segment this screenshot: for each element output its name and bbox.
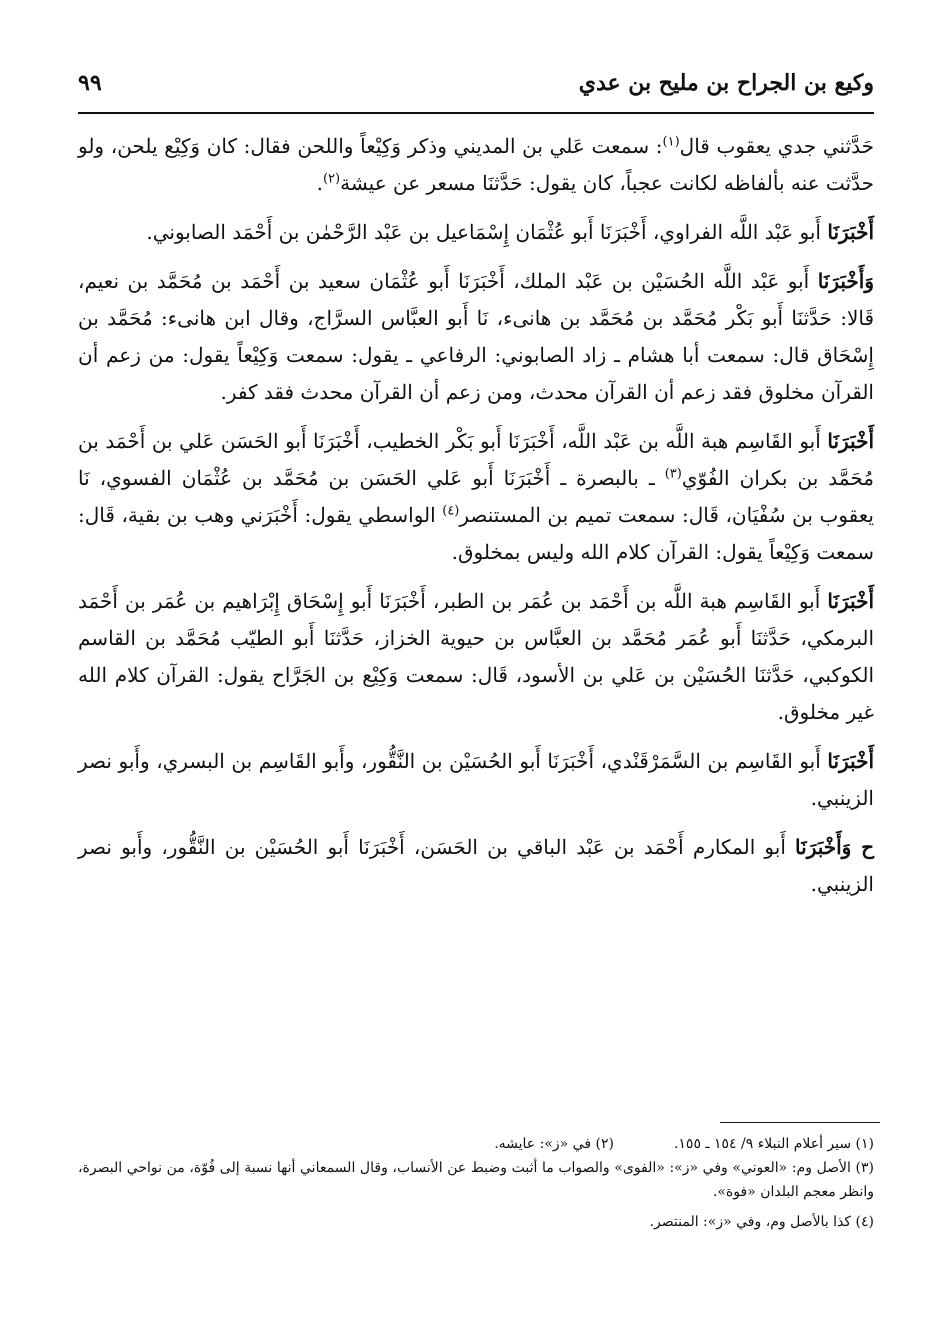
- paragraph-text: أَبو المكارم أَحْمَد بن عَبْد الباقي بن الحَسَن، أَخْبَرَنَا أَبو الحُسَيْن بن النَّقُّور، وأَبو نصر الزينبي.: [78, 835, 874, 896]
- paragraph-text: حَدَّثني جدي يعقوب قال: [679, 134, 874, 158]
- footnote-2: (٢) في «ز»: عايشه.: [494, 1136, 614, 1152]
- narration-keyword: أَخْبَرَنَا: [827, 589, 874, 613]
- paragraph-text: أَبو القَاسِم هبة اللَّه بن عَبْد اللَّه، أَخْبَرَنَا أَبو بَكْر الخطيب، أَخْبَرَنَا أَبو الحَسَن عَلي بن أَحْمَد بن مُحَمَّد بن بكران الفُوّي: [78, 429, 874, 490]
- narration-keyword: أَخْبَرَنَا: [827, 429, 874, 453]
- paragraph: [78, 214, 874, 251]
- paragraph: [78, 128, 874, 202]
- paragraph: [78, 263, 874, 411]
- footnote-ref: (٢): [322, 171, 341, 187]
- footnote-row: [78, 1132, 874, 1156]
- paragraph-text: ـ بالبصرة ـ أَخْبَرَنَا أَبو عَلي الحَسَن بن مُحَمَّد بن عُثْمَان الفسوي، نَا يعقوب بن سُفْيَان، قَال: سمعت تميم بن المستنصر: [78, 466, 874, 527]
- narration-keyword: أَخْبَرَنَا: [827, 749, 874, 773]
- paragraph-text: الواسطي يقول: أَخْبَرَني وهب بن بقية، قَال: سمعت وَكِيْعاً يقول: القرآن كلام الله وليس بمخلوق.: [78, 503, 874, 564]
- footnote-divider: [720, 1122, 880, 1123]
- paragraph-text: أَبو القَاسِم بن السَّمَرْقَنْدي، أَخْبَرَنَا أَبو الحُسَيْن بن النَّقُّور، وأَبو القَاسِم بن البسري، وأَبو نصر الزينبي.: [78, 749, 874, 810]
- page-header: [78, 56, 874, 114]
- paragraph: [78, 423, 874, 571]
- narration-keyword: وَأَخْبَرَنَا: [817, 269, 874, 293]
- paragraph: [78, 583, 874, 731]
- footnote-3: (٣) الأصل وم: «العوني» وفي «ز»: «الفوى» والصواب ما أثبت وضبط عن الأنساب، وقال السمعاني أنها نسبة إلى فُوّة، من نواحي البصرة، وانظر معجم البلدان «فوة».: [78, 1160, 874, 1200]
- paragraph: [78, 743, 874, 817]
- narration-keyword: أَخْبَرَنَا: [827, 220, 874, 244]
- footnotes: [78, 1132, 874, 1240]
- footnote-ref: (١): [662, 134, 680, 150]
- paragraph: [78, 829, 874, 903]
- paragraph-text: أَبو القَاسِم هبة اللَّه بن أَحْمَد بن عُمَر بن الطبر، أَخْبَرَنَا أَبو إِسْحَاق إِبْرَاهيم بن عُمَر بن أَحْمَد البرمكي، حَدَّثنَا أَبو عُمَر مُحَمَّد بن العبَّاس بن حيوية الخزاز، حَدَّثنَا أَبو الطيّب مُحَمَّد بن القاسم الكوكبي، حَدَّثنَا الحُسَيْن بن عَلي بن الأسود، قَال: سمعت وَكِيْع بن الجَرَّاح يقول: القرآن كلام الله غير مخلوق.: [78, 589, 874, 724]
- paragraph-text: : سمعت عَلي بن المديني وذكر وَكِيْعاً واللحن فقال: كان وَكِيْع يلحن، ولو حدَّثت عنه بألفاظه لكانت عجباً، كان يقول: حَدَّثنَا مسعر عن عيشة: [78, 134, 874, 195]
- paragraph-text: .: [316, 171, 323, 195]
- running-title: وكيع بن الجراح بن مليح بن عدي: [578, 70, 874, 96]
- paragraph-text: أَبو عَبْد اللَّه الفراوي، أَخْبَرَنَا أَبو عُثْمَان إِسْمَاعيل بن عَبْد الرَّحْمٰن بن أَحْمَد الصابوني.: [146, 220, 828, 244]
- paragraph-text: أَبو عَبْد اللَّه الحُسَيْن بن عَبْد الملك، أَخْبَرَنَا أَبو عُثْمَان سعيد بن أَحْمَد بن مُحَمَّد بن نعيم، قَالا: حَدَّثنَا أَبو بَكْر مُحَمَّد بن مُحَمَّد بن هانىء، نَا أَبو العبَّاس السرَّاج، وقال ابن هانىء: مُحَمَّد بن إِسْحَاق قال: سمعت أبا هشام ـ زاد الصابوني: الرفاعي ـ يقول: سمعت وَكِيْعاً يقول: من زعم أن القرآن مخلوق فقد زعم أن القرآن محدث، ومن زعم أن القرآن محدث فقد كفر.: [78, 269, 874, 404]
- main-text: [78, 128, 874, 915]
- page-number: ٩٩: [78, 70, 102, 96]
- narration-keyword: ح وَأَخْبَرَنَا: [795, 835, 875, 859]
- footnote-ref: (٣): [664, 466, 682, 482]
- footnote-1: (١) سير أعلام النبلاء ٩/ ١٥٤ ـ ١٥٥.: [673, 1136, 874, 1152]
- footnote-4: (٤) كذا بالأصل وم، وفي «ز»: المنتصر.: [649, 1214, 874, 1230]
- footnote-ref: (٤): [442, 503, 460, 519]
